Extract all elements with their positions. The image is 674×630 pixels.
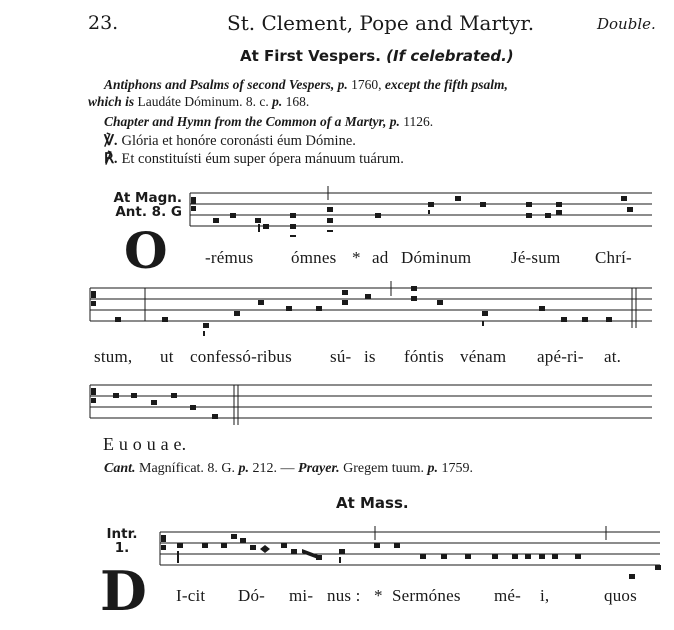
staff-2-notes (91, 286, 612, 336)
rubric-which-is: which is (88, 94, 135, 109)
syllable: mé- (494, 586, 522, 605)
prayer-text: Gregem tuum. (343, 461, 425, 476)
first-vespers-title: At First Vespers. (240, 47, 381, 65)
syllable: -rémus (205, 248, 254, 267)
syllable: quos (604, 586, 637, 605)
syllable: Dóminum (401, 248, 472, 267)
syllable: apé-ri- (537, 347, 584, 366)
feast-rank: Double. (597, 15, 656, 33)
syllable: fóntis (404, 347, 444, 366)
versicle-text: Glória et honóre coronásti éum Dómine. (121, 133, 356, 149)
rubric-p: p. (272, 94, 283, 109)
syllable: Jé-sum (511, 248, 561, 267)
syllable: ad (372, 248, 389, 267)
prayer-page: 1759. (441, 461, 474, 476)
mass-heading: At Mass. (336, 494, 409, 512)
syllable: Dó- (238, 586, 266, 605)
rubric-p: p. (337, 77, 348, 92)
rubric-except: except the fifth psalm, (384, 77, 508, 92)
staff-3-notes (91, 388, 218, 419)
syllable: vénam (460, 347, 507, 366)
lyric-line-2 (0, 347, 674, 369)
introit-initial-letter: D (100, 559, 147, 623)
cant-page: 212. — (252, 461, 295, 476)
introit-label-line2: 1. (114, 540, 130, 556)
response-sign: ℟. (104, 151, 118, 167)
syllable: sú- (330, 347, 352, 366)
syllable: ómnes (291, 248, 337, 267)
introit-lyric-line (0, 586, 674, 608)
staff-2 (90, 281, 652, 328)
syllable: stum, (94, 347, 133, 366)
rubric-page: 168. (285, 94, 310, 109)
syllable: Sermónes (392, 586, 461, 605)
rubric-p: p. (389, 114, 400, 129)
staff-4 (160, 526, 660, 565)
page-number: 23. (88, 12, 119, 34)
cant-p: p. (238, 461, 250, 476)
introit-label-line1: Intr. (106, 526, 138, 542)
prayer-p: p. (427, 461, 439, 476)
asterisk: * (374, 586, 383, 605)
magnificat-label-line2: Ant. 8. G (115, 204, 182, 220)
syllable: i, (540, 586, 550, 605)
response-text: Et constituísti éum super ópera mánuum tuárum. (121, 151, 404, 167)
syllable: ut (160, 347, 174, 366)
page-title: St. Clement, Pope and Martyr. (227, 11, 535, 35)
rubric-page: 1760, (351, 77, 382, 92)
introit-label (100, 527, 144, 555)
rubric-chapter-italic: Chapter and Hymn from the Common of a Martyr, (104, 114, 387, 129)
rubric-page: 1126. (403, 114, 434, 129)
magnificat-label-line1: At Magn. (113, 190, 182, 206)
syllable: confessó-ribus (190, 347, 292, 366)
cant-prayer-line (104, 461, 473, 477)
syllable: is (364, 347, 376, 366)
cant-text: Magníficat. 8. G. (139, 461, 236, 476)
syllable: at. (604, 347, 622, 366)
first-vespers-note: (If celebrated.) (386, 47, 514, 65)
lyric-line-1 (0, 248, 674, 270)
prayer-label: Prayer. (298, 461, 340, 476)
versicle-sign: ℣. (104, 133, 118, 149)
syllable: I-cit (176, 586, 206, 605)
syllable: nus : (327, 586, 361, 605)
rubric-psalm: Laudáte Dóminum. 8. c. (137, 94, 269, 109)
staff-3 (90, 385, 652, 425)
staff-1-notes (191, 196, 633, 237)
euouae: E u o u a e. (103, 434, 187, 454)
staff-4-notes (161, 534, 661, 579)
asterisk: * (352, 248, 361, 267)
antiphon-initial-letter: O (124, 221, 168, 280)
cant-label: Cant. (104, 461, 136, 476)
rubric-antiphons-italic: Antiphons and Psalms of second Vespers, (104, 77, 335, 92)
syllable: Chrí- (595, 248, 632, 267)
syllable: mi- (289, 586, 314, 605)
